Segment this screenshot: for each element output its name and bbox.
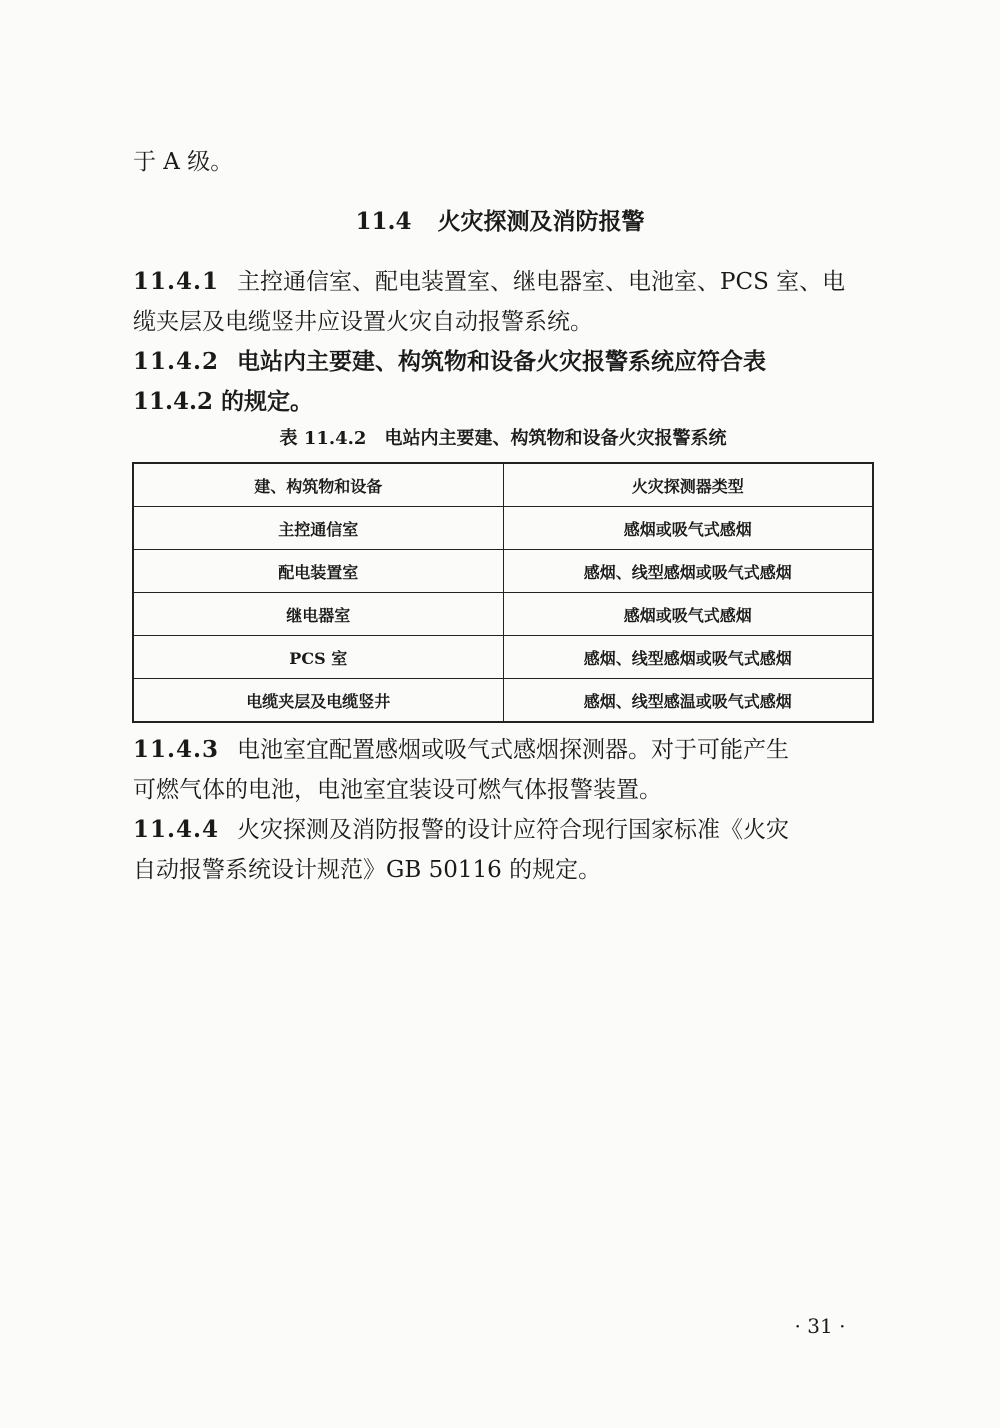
table-title: 电站内主要建、构筑物和设备火灾报警系统	[384, 428, 727, 449]
table-number: 表 11.4.2	[279, 428, 367, 449]
cell-detector-type: 感烟、线型感温或吸气式感烟	[503, 679, 873, 723]
clause-number: 11.4.3	[133, 736, 220, 763]
section-title: 火灾探测及消防报警	[437, 208, 645, 235]
clause-11-4-1-line2: 缆夹层及电缆竖井应设置火灾自动报警系统。	[133, 309, 593, 335]
clause-11-4-3-line1	[133, 734, 873, 766]
cell-detector-type: 感烟或吸气式感烟	[503, 593, 873, 636]
section-heading	[0, 206, 1000, 238]
table-row	[133, 507, 873, 550]
clause-11-4-3-line2: 可燃气体的电池，电池室宜装设可燃气体报警装置。	[133, 777, 662, 803]
header-detector-type: 火灾探测器类型	[503, 463, 873, 507]
clause-11-4-1-line1	[133, 266, 873, 298]
cell-detector-type: 感烟或吸气式感烟	[503, 507, 873, 550]
clause-11-4-4-line1	[133, 814, 873, 846]
header-building: 建、构筑物和设备	[133, 463, 503, 507]
table-row	[133, 679, 873, 723]
cell-building: 电缆夹层及电缆竖井	[133, 679, 503, 723]
clause-number: 11.4.2	[133, 348, 220, 375]
table-row	[133, 550, 873, 593]
clause-11-4-2-line2: 11.4.2 的规定。	[133, 388, 314, 415]
detector-table	[132, 462, 874, 723]
intro-text: 于 A 级。	[133, 149, 234, 175]
cell-building: 继电器室	[133, 593, 503, 636]
clause-text: 电站内主要建、构筑物和设备火灾报警系统应符合表	[237, 348, 767, 375]
clause-text: 电池室宜配置感烟或吸气式感烟探测器。对于可能产生	[237, 737, 790, 763]
cell-detector-type: 感烟、线型感烟或吸气式感烟	[503, 636, 873, 679]
clause-number: 11.4.1	[133, 268, 220, 295]
page-number: · 31 ·	[794, 1314, 846, 1338]
table-caption	[133, 425, 873, 453]
cell-building: 配电装置室	[133, 550, 503, 593]
clause-number: 11.4.4	[133, 816, 220, 843]
clause-11-4-2-line1	[133, 346, 873, 378]
clause-11-4-4-line2: 自动报警系统设计规范》GB 50116 的规定。	[133, 857, 602, 883]
cell-detector-type: 感烟、线型感烟或吸气式感烟	[503, 550, 873, 593]
table-row	[133, 636, 873, 679]
table-row	[133, 593, 873, 636]
table-header-row	[133, 463, 873, 507]
clause-text: 火灾探测及消防报警的设计应符合现行国家标准《火灾	[237, 817, 790, 843]
cell-building: PCS 室	[133, 636, 503, 679]
clause-text: 主控通信室、配电装置室、继电器室、电池室、PCS 室、电	[237, 269, 846, 295]
cell-building: 主控通信室	[133, 507, 503, 550]
section-number: 11.4	[355, 208, 412, 235]
